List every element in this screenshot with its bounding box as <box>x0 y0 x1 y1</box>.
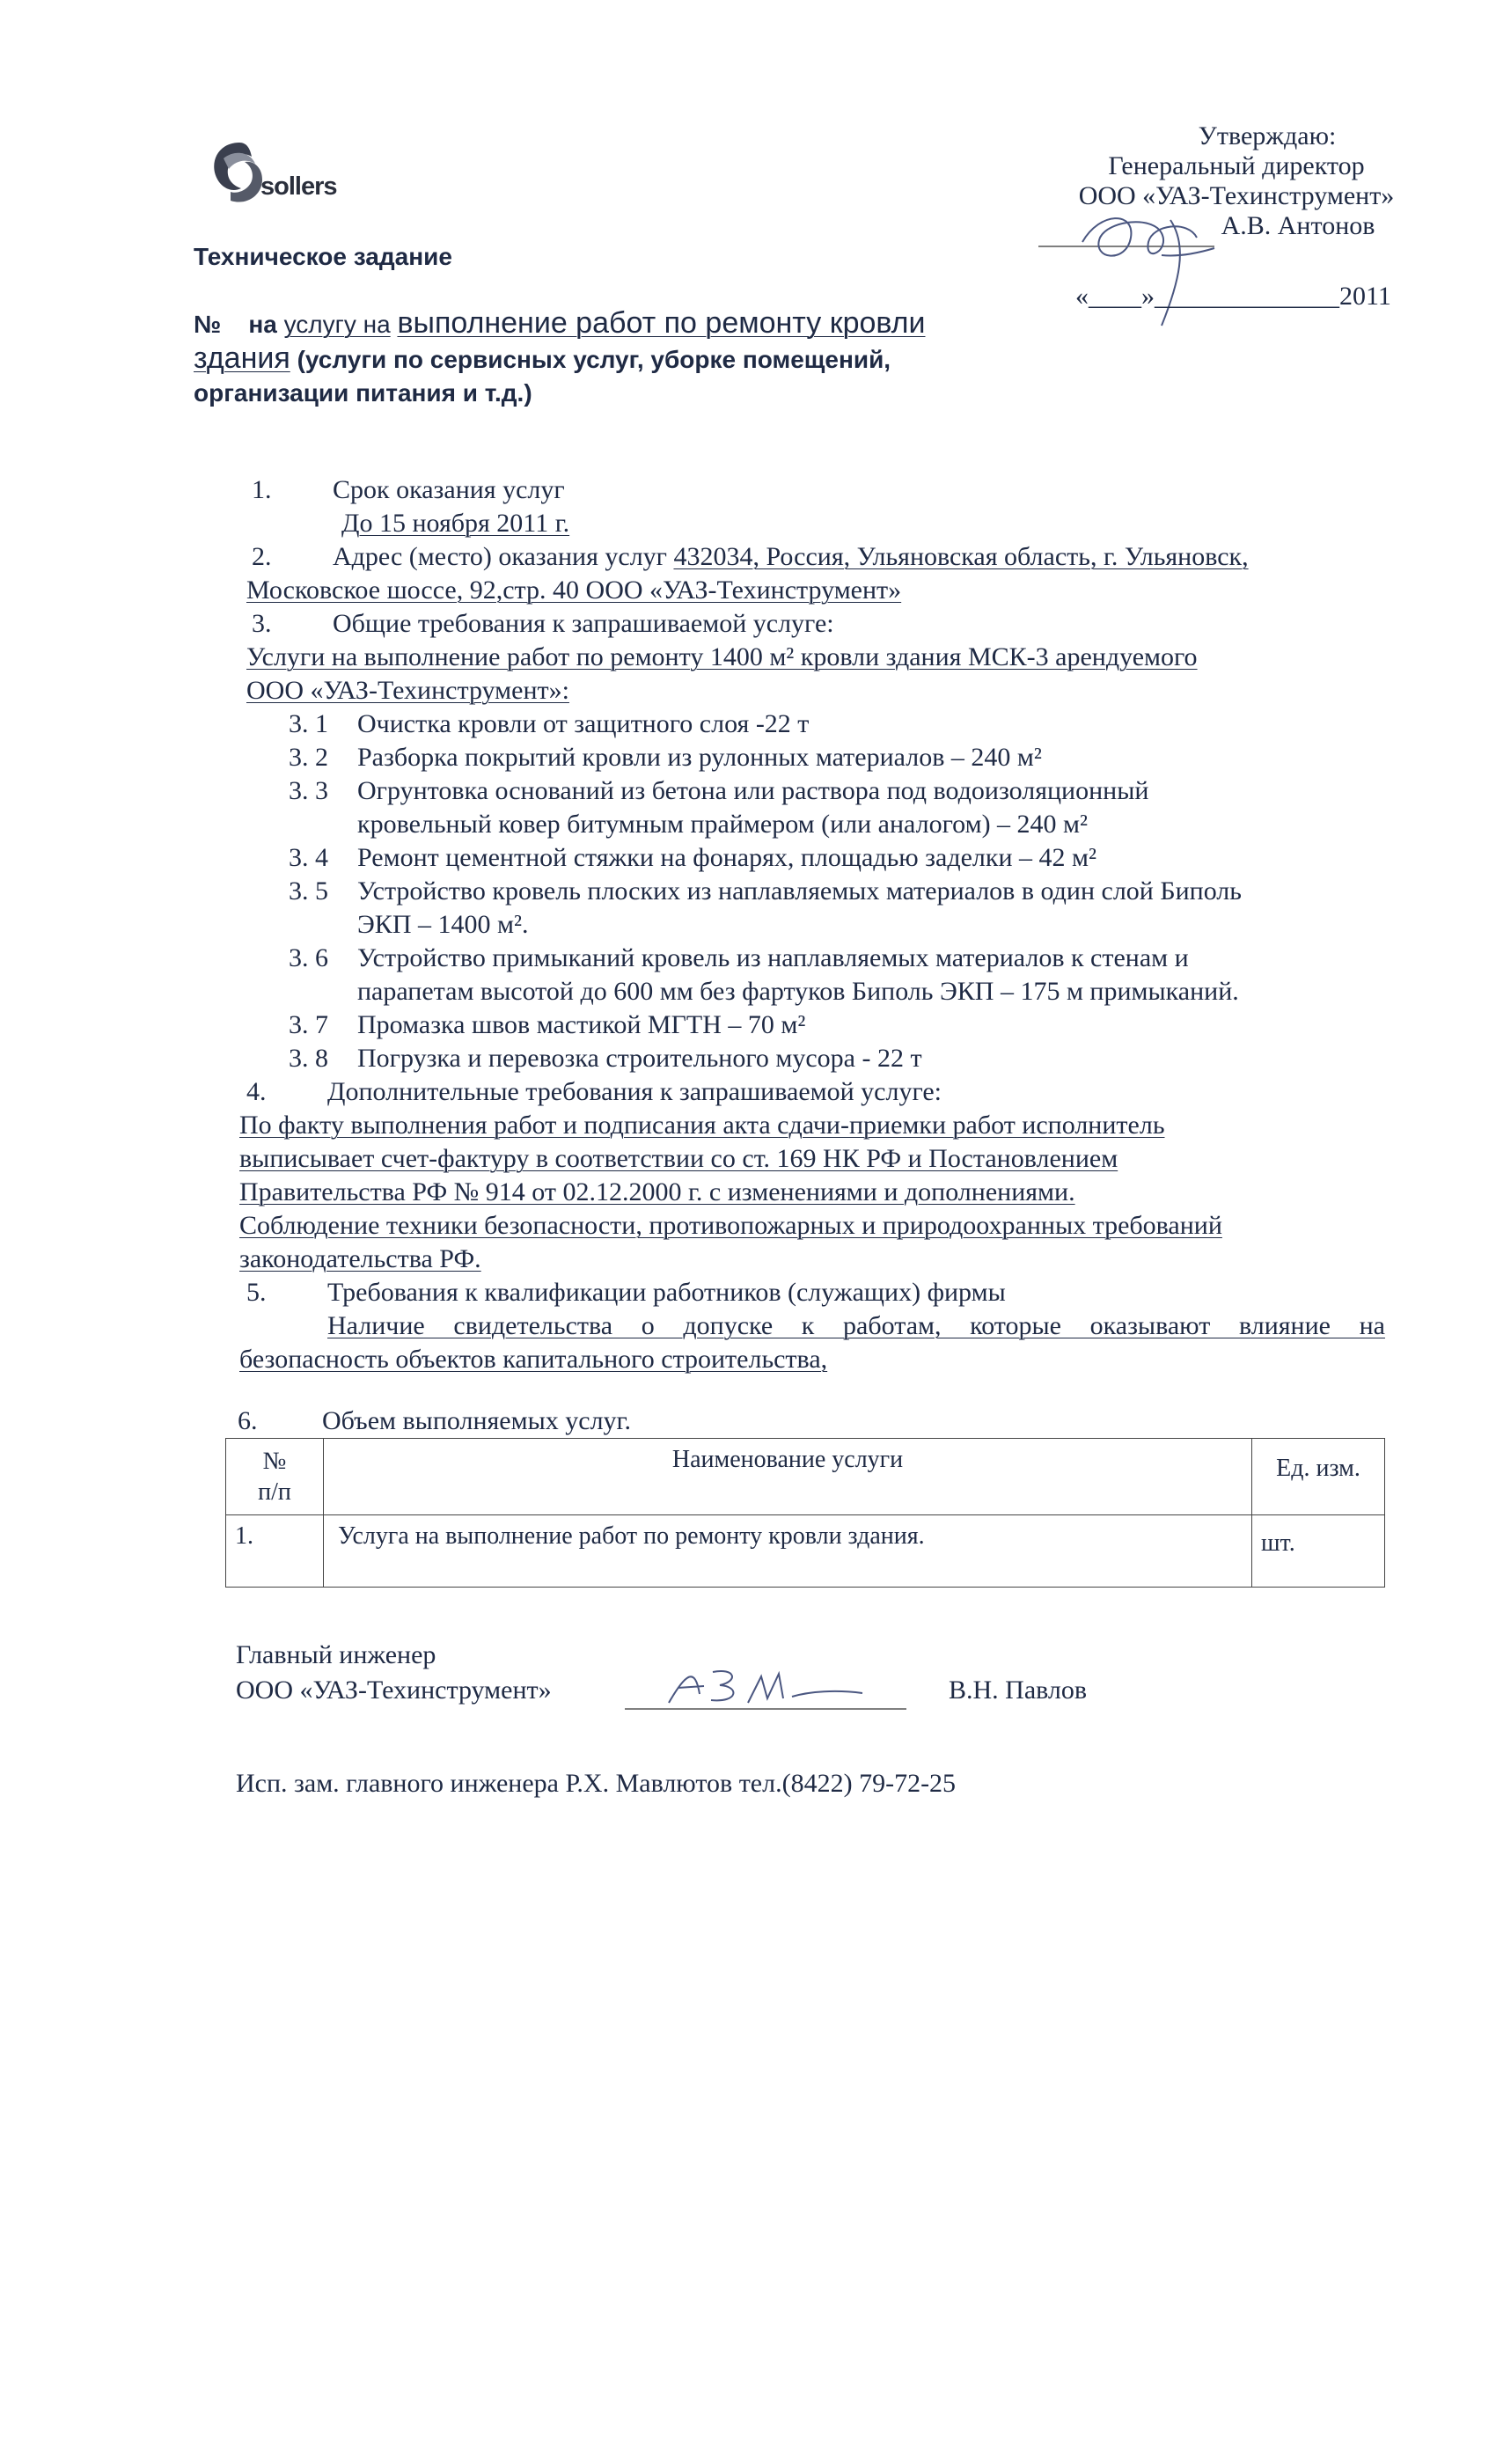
s3-title: Общие требования к запрашиваемой услуге: <box>333 609 834 638</box>
footer-role: Главный инженер <box>236 1640 436 1669</box>
s3-item-1-line-1: Очистка кровли от защитного слоя -22 т <box>357 709 810 738</box>
s3-intro-b: ООО «УАЗ-Техинструмент»: <box>246 676 569 705</box>
s1-num: 1. <box>252 475 272 504</box>
services-table <box>225 1438 1385 1588</box>
s5-line-1: Наличие свидетельства о допуске к работам, которые оказывают влияние на <box>327 1311 1385 1340</box>
s6-num: 6. <box>238 1406 258 1435</box>
document-title: Техническое задание <box>194 243 452 270</box>
approval-signatory: А.В. Антонов <box>1221 211 1375 240</box>
s3-item-8-num: 3. 8 <box>289 1044 328 1073</box>
s6-title: Объем выполняемых услуг. <box>322 1406 631 1435</box>
s3-item-7-line-1: Промазка швов мастикой МГТН – 70 м² <box>357 1010 806 1039</box>
s5-title: Требования к квалификации работников (служащих) фирмы <box>327 1278 1006 1307</box>
s3-num: 3. <box>252 609 272 638</box>
title-on: на <box>248 311 277 338</box>
row-unit: шт. <box>1252 1515 1385 1588</box>
approval-date: «____»______________2011 <box>1075 282 1391 311</box>
s3-item-4-num: 3. 4 <box>289 843 328 872</box>
header-num-a: № <box>262 1448 287 1475</box>
s3-item-1-num: 3. 1 <box>289 709 328 738</box>
title-work: выполнение работ по ремонту кровли <box>397 306 926 340</box>
s4-title: Дополнительные требования к запрашиваемой услуге: <box>327 1077 942 1106</box>
s3-item-2-line-1: Разборка покрытий кровли из рулонных материалов – 240 м² <box>357 743 1042 772</box>
approval-line-2: Генеральный директор <box>1108 151 1365 180</box>
s3-intro-a: Услуги на выполнение работ по ремонту 1400 м² кровли здания МСК-3 арендуемого <box>246 642 1198 671</box>
s3-item-2-num: 3. 2 <box>289 743 328 772</box>
s4-line-3: Правительства РФ № 914 от 02.12.2000 г. с изменениями и дополнениями. <box>239 1177 1075 1206</box>
number-prefix: № <box>194 311 222 338</box>
header-num <box>226 1439 324 1515</box>
s4-line-5: законодательства РФ. <box>239 1244 481 1273</box>
title-service-on: услугу на <box>283 311 391 338</box>
s2-value-a: 432034, Россия, Ульяновская область, г. Ульяновск, <box>673 542 1249 571</box>
footer-name: В.Н. Павлов <box>949 1676 1088 1705</box>
s3-item-6-line-1: Устройство примыканий кровель из наплавляемых материалов к стенам и <box>357 943 1189 972</box>
director-signature-icon <box>1038 194 1302 334</box>
s3-item-5-line-1: Устройство кровель плоских из наплавляемых материалов в один слой Биполь <box>357 876 1242 906</box>
engineer-signature-icon <box>616 1654 915 1716</box>
title-tail: (услуги по сервисных услуг, уборке помещений, организации питания и т.д.) <box>194 346 891 407</box>
s2-num: 2. <box>252 542 272 571</box>
s2-label: Адрес (место) оказания услуг <box>333 542 667 571</box>
title-building: здания <box>194 341 290 375</box>
s3-item-3-num: 3. 3 <box>289 776 328 805</box>
s3-item-6-line-2: парапетам высотой до 600 мм без фартуков Биполь ЭКП – 175 м примыканий. <box>357 977 1239 1006</box>
s2-address <box>333 542 1249 572</box>
s4-num: 4. <box>246 1077 267 1106</box>
s3-item-4-line-1: Ремонт цементной стяжки на фонарях, площадью заделки – 42 м² <box>357 843 1096 872</box>
s2-value-b: Московское шоссе, 92,стр. 40 ООО «УАЗ-Техинструмент» <box>246 576 902 605</box>
footer-executor: Исп. зам. главного инженера Р.Х. Мавлютов тел.(8422) 79-72-25 <box>236 1769 957 1798</box>
row-service-name: Услуга на выполнение работ по ремонту кровли здания. <box>324 1515 1252 1588</box>
header-service-name: Наименование услуги <box>324 1439 1252 1515</box>
approval-line-1: Утверждаю: <box>1198 121 1337 150</box>
table-header-row <box>226 1439 1385 1515</box>
row-num: 1. <box>226 1515 324 1588</box>
s4-line-4: Соблюдение техники безопасности, противопожарных и природоохранных требований <box>239 1211 1222 1240</box>
header-unit: Ед. изм. <box>1252 1439 1385 1515</box>
s3-item-7-num: 3. 7 <box>289 1010 328 1039</box>
logo-text: sollers <box>260 172 337 201</box>
table-row <box>226 1515 1385 1588</box>
s4-line-1: По факту выполнения работ и подписания акта сдачи-приемки работ исполнитель <box>239 1111 1165 1140</box>
footer-org: ООО «УАЗ-Техинструмент» <box>236 1676 552 1705</box>
s3-item-5-line-2: ЭКП – 1400 м². <box>357 910 529 939</box>
s3-item-8-line-1: Погрузка и перевозка строительного мусора - 22 т <box>357 1044 922 1073</box>
document-subtitle <box>194 306 1030 410</box>
header-num-b: п/п <box>258 1478 291 1506</box>
s5-num: 5. <box>246 1278 267 1307</box>
s1-title: Срок оказания услуг <box>333 475 565 504</box>
s4-line-2: выписывает счет-фактуру в соответствии со ст. 169 НК РФ и Постановлением <box>239 1144 1118 1173</box>
approval-line-3: ООО «УАЗ-Техинструмент» <box>1078 181 1395 210</box>
s3-item-6-num: 3. 6 <box>289 943 328 972</box>
s3-item-3-line-1: Огрунтовка оснований из бетона или раствора под водоизоляционный <box>357 776 1149 805</box>
s3-item-5-num: 3. 5 <box>289 876 328 906</box>
s1-value: До 15 ноября 2011 г. <box>341 509 570 538</box>
s5-line-2: безопасность объектов капитального строительства, <box>239 1345 828 1374</box>
s3-item-3-line-2: кровельный ковер битумным праймером (или аналогом) – 240 м² <box>357 810 1089 839</box>
